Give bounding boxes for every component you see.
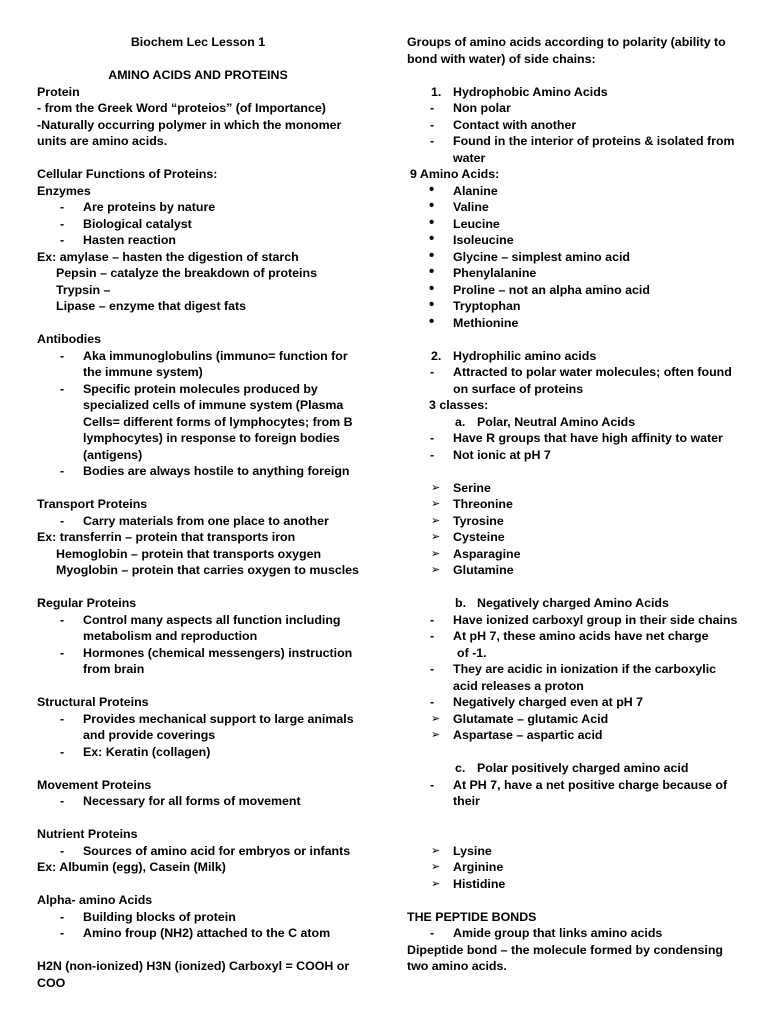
list-item-cont: metabolism and reproduction [83, 629, 258, 643]
list-item: - Hasten reaction [60, 233, 176, 247]
definition-line: two amino acids. [407, 959, 507, 973]
definition-line: Dipeptide bond – the molecule formed by condensing [407, 942, 723, 957]
list-item: - Contact with another [430, 117, 577, 132]
list-item: - Have ionized carboxyl group in their side chains [430, 612, 738, 627]
protein-line: units are amino acids. [37, 134, 168, 148]
section-heading-antibodies: Antibodies [37, 332, 102, 346]
protein-line: -Naturally occurring polymer in which the monomer [37, 117, 342, 132]
formula-line: H2N (non-ionized) H3N (ionized) Carboxyl = COOH or [37, 959, 350, 973]
bullet-item: • Alanine [429, 180, 498, 198]
list-item: - Hormones (chemical messengers) instruction [60, 645, 353, 660]
list-item: - Carry materials from one place to another [60, 513, 329, 528]
list-item-cont: Cells= different forms of lymphocytes; from B [83, 414, 353, 429]
subheading: 3 classes: [429, 398, 489, 412]
list-item: - Attracted to polar water molecules; often found [430, 365, 732, 379]
bullet-item: • Proline – not an alpha amino acid [429, 279, 650, 297]
lettered-item: a. Polar, Neutral Amino Acids [455, 414, 636, 429]
example-line: Pepsin – catalyze the breakdown of proteins [56, 266, 317, 280]
lettered-item: b. Negatively charged Amino Acids [455, 596, 669, 610]
list-item-cont: on surface of proteins [453, 381, 584, 396]
bullet-item: • Tryptophan [429, 296, 521, 313]
list-item-cont: specialized cells of immune system (Plasma [83, 398, 344, 412]
arrow-item: ➢ Histidine [431, 876, 506, 891]
section-heading: Cellular Functions of Proteins: [37, 167, 218, 181]
list-item: - Bodies are always hostile to anything foreign [60, 464, 350, 478]
example-line: Lipase – enzyme that digest fats [56, 299, 247, 313]
bullet-item: • Valine [429, 197, 489, 214]
list-item-cont: from brain [83, 662, 145, 676]
example-line: Ex: transferrin – protein that transports iron [37, 530, 296, 544]
arrow-item: ➢ Threonine [431, 497, 513, 511]
list-item-cont: water [453, 150, 486, 165]
list-item: - Amino froup (NH2) attached to the C atom [60, 926, 331, 940]
document-title: Biochem Lec Lesson 1 [130, 35, 266, 49]
example-line: Ex: Albumin (egg), Casein (Milk) [37, 860, 226, 874]
arrow-item: ➢ Arginine [431, 860, 504, 874]
bullet-item: • Phenylalanine [429, 263, 537, 280]
bullet-item: • Leucine [429, 213, 500, 231]
example-line: Myoglobin – protein that carries oxygen to muscles [56, 563, 359, 577]
groups-heading: bond with water) of side chains: [407, 51, 596, 66]
list-item: - Have R groups that have high affinity to water [430, 431, 723, 445]
list-item: - Building blocks of protein [60, 909, 236, 924]
arrow-item: ➢ Aspartase – aspartic acid [431, 728, 603, 742]
arrow-item: ➢ Serine [431, 480, 491, 495]
main-heading: AMINO ACIDS AND PROTEINS [108, 68, 288, 82]
list-item: - Sources of amino acid for embryos or infants [60, 843, 351, 858]
example-line: Hemoglobin – protein that transports oxygen [56, 546, 322, 561]
list-item-cont: acid releases a proton [453, 678, 584, 693]
arrow-item: ➢ Glutamate – glutamic Acid [431, 711, 609, 726]
section-heading-transport: Transport Proteins [37, 497, 148, 511]
section-heading-movement: Movement Proteins [37, 777, 152, 792]
list-item-cont: (antigens) [83, 447, 143, 462]
list-item-cont: their [453, 794, 480, 808]
list-item-cont: of -1. [457, 645, 487, 660]
section-heading-peptide: THE PEPTIDE BONDS [407, 909, 537, 924]
section-heading-nutrient: Nutrient Proteins [37, 827, 138, 841]
list-item: - At PH 7, have a net positive charge because of [430, 777, 728, 792]
list-item-cont: lymphocytes) in response to foreign bodies [83, 431, 340, 445]
list-item-cont: the immune system) [83, 365, 203, 379]
arrow-item: ➢ Tyrosine [431, 513, 504, 528]
list-item: - Negatively charged even at pH 7 [430, 695, 644, 709]
section-heading-regular: Regular Proteins [37, 596, 137, 610]
example-line: Trypsin – [56, 282, 111, 297]
list-item: - Control many aspects all function including [60, 612, 341, 627]
bullet-item: • Glycine – simplest amino acid [429, 246, 630, 264]
list-item: - Amide group that links amino acids [430, 926, 663, 940]
arrow-item: ➢ Glutamine [431, 563, 514, 577]
list-item: - They are acidic in ionization if the carboxylic [430, 662, 717, 676]
numbered-item: 1. Hydrophobic Amino Acids [431, 84, 608, 99]
list-item: - Provides mechanical support to large animals [60, 711, 354, 726]
list-item: - Specific protein molecules produced by [60, 381, 318, 396]
example-line: Ex: amylase – hasten the digestion of starch [37, 249, 299, 264]
bullet-item: • Isoleucine [429, 230, 514, 247]
protein-line: - from the Greek Word “proteios” (of Importance) [37, 101, 326, 115]
list-item: - Biological catalyst [60, 216, 192, 231]
list-item: - Are proteins by nature [60, 200, 216, 214]
lettered-item: c. Polar positively charged amino acid [455, 761, 689, 775]
arrow-item: ➢ Lysine [431, 843, 492, 858]
list-item: - Necessary for all forms of movement [60, 794, 301, 808]
section-heading-structural: Structural Proteins [37, 695, 149, 709]
arrow-item: ➢ Asparagine [431, 546, 521, 561]
list-item: - Non polar [430, 101, 511, 115]
groups-heading: Groups of amino acids according to polarity (ability to [407, 35, 726, 49]
list-item: - At pH 7, these amino acids have net charge [430, 629, 709, 643]
bullet-item: • Methionine [429, 312, 519, 330]
formula-line: COO [37, 975, 66, 990]
protein-label: Protein [37, 84, 80, 99]
left-column [37, 34, 382, 991]
arrow-item: ➢ Cysteine [431, 530, 505, 544]
list-item: - Ex: Keratin (collagen) [60, 744, 211, 759]
list-item: - Aka immunoglobulins (immuno= function for [60, 348, 348, 363]
right-column [407, 34, 747, 975]
list-item: - Found in the interior of proteins & isolated from [430, 134, 735, 148]
numbered-item: 2. Hydrophilic amino acids [431, 348, 597, 363]
section-heading-alpha: Alpha- amino Acids [37, 893, 153, 907]
subheading: 9 Amino Acids: [410, 167, 500, 181]
list-item: - Not ionic at pH 7 [430, 447, 551, 462]
section-heading-enzymes: Enzymes [37, 183, 91, 198]
list-item-cont: and provide coverings [83, 728, 216, 742]
